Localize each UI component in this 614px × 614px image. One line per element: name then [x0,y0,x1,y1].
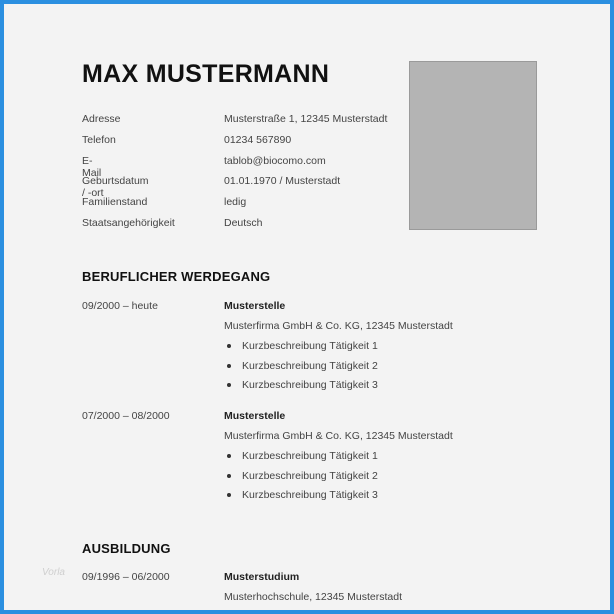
bullet-text: Kurzbeschreibung Tätigkeit 1 [242,340,378,352]
info-label: Adresse [82,113,121,125]
entry-position: Musterstudium [224,571,300,583]
watermark: Vorla [42,567,65,578]
section-title-career: BERUFLICHER WERDEGANG [82,269,271,284]
info-value: tablob@biocomo.com [224,154,326,167]
bullet-text: Kurzbeschreibung Tätigkeit 1 [242,450,378,462]
list-item [224,379,504,399]
list-item [224,489,504,509]
list-item [224,340,504,360]
bullet-text: Kurzbeschreibung Tätigkeit 3 [242,379,378,391]
applicant-name: MAX MUSTERMANN [82,60,330,88]
info-label: Telefon [82,133,116,146]
entry-bullets [224,450,504,509]
entry-position: Musterstelle [224,410,286,422]
info-label: E-Mail [82,154,102,179]
photo-placeholder [409,61,537,230]
entry-organization: Musterfirma GmbH & Co. KG, 12345 Musterstadt [224,320,453,332]
info-value: Deutsch [224,216,263,229]
bullet-text: Kurzbeschreibung Tätigkeit 3 [242,489,378,501]
entry-position: Musterstelle [224,300,286,312]
entry-organization: Musterhochschule, 12345 Musterstadt [224,591,403,603]
list-item [224,360,504,380]
info-label: Geburtsdatum / -ort [82,175,149,200]
info-label: Familienstand [82,196,148,209]
entry-date: 09/2000 – heute [82,300,158,312]
entry-date: 07/2000 – 08/2000 [82,410,170,422]
entry-organization: Musterfirma GmbH & Co. KG, 12345 Musterstadt [224,430,453,442]
section-title-education: AUSBILDUNG [82,541,171,556]
bullet-icon [227,344,231,348]
entry-bullets [224,340,504,399]
bullet-icon [227,383,231,387]
info-value: 01234 567890 [224,133,292,146]
info-label: Staatsangehörigkeit [82,216,175,229]
bullet-icon [227,474,231,478]
list-item [224,470,504,490]
list-item [224,450,504,470]
bullet-icon [227,454,231,458]
info-value: Musterstraße 1, 12345 Musterstadt [224,113,388,125]
bullet-text: Kurzbeschreibung Tätigkeit 2 [242,359,378,372]
info-value: ledig [224,196,247,209]
bullet-text: Kurzbeschreibung Tätigkeit 2 [242,469,378,482]
entry-date: 09/1996 – 06/2000 [82,571,170,583]
bullet-icon [227,364,231,368]
info-value: 01.01.1970 / Musterstadt [224,175,341,188]
bullet-icon [227,493,231,497]
